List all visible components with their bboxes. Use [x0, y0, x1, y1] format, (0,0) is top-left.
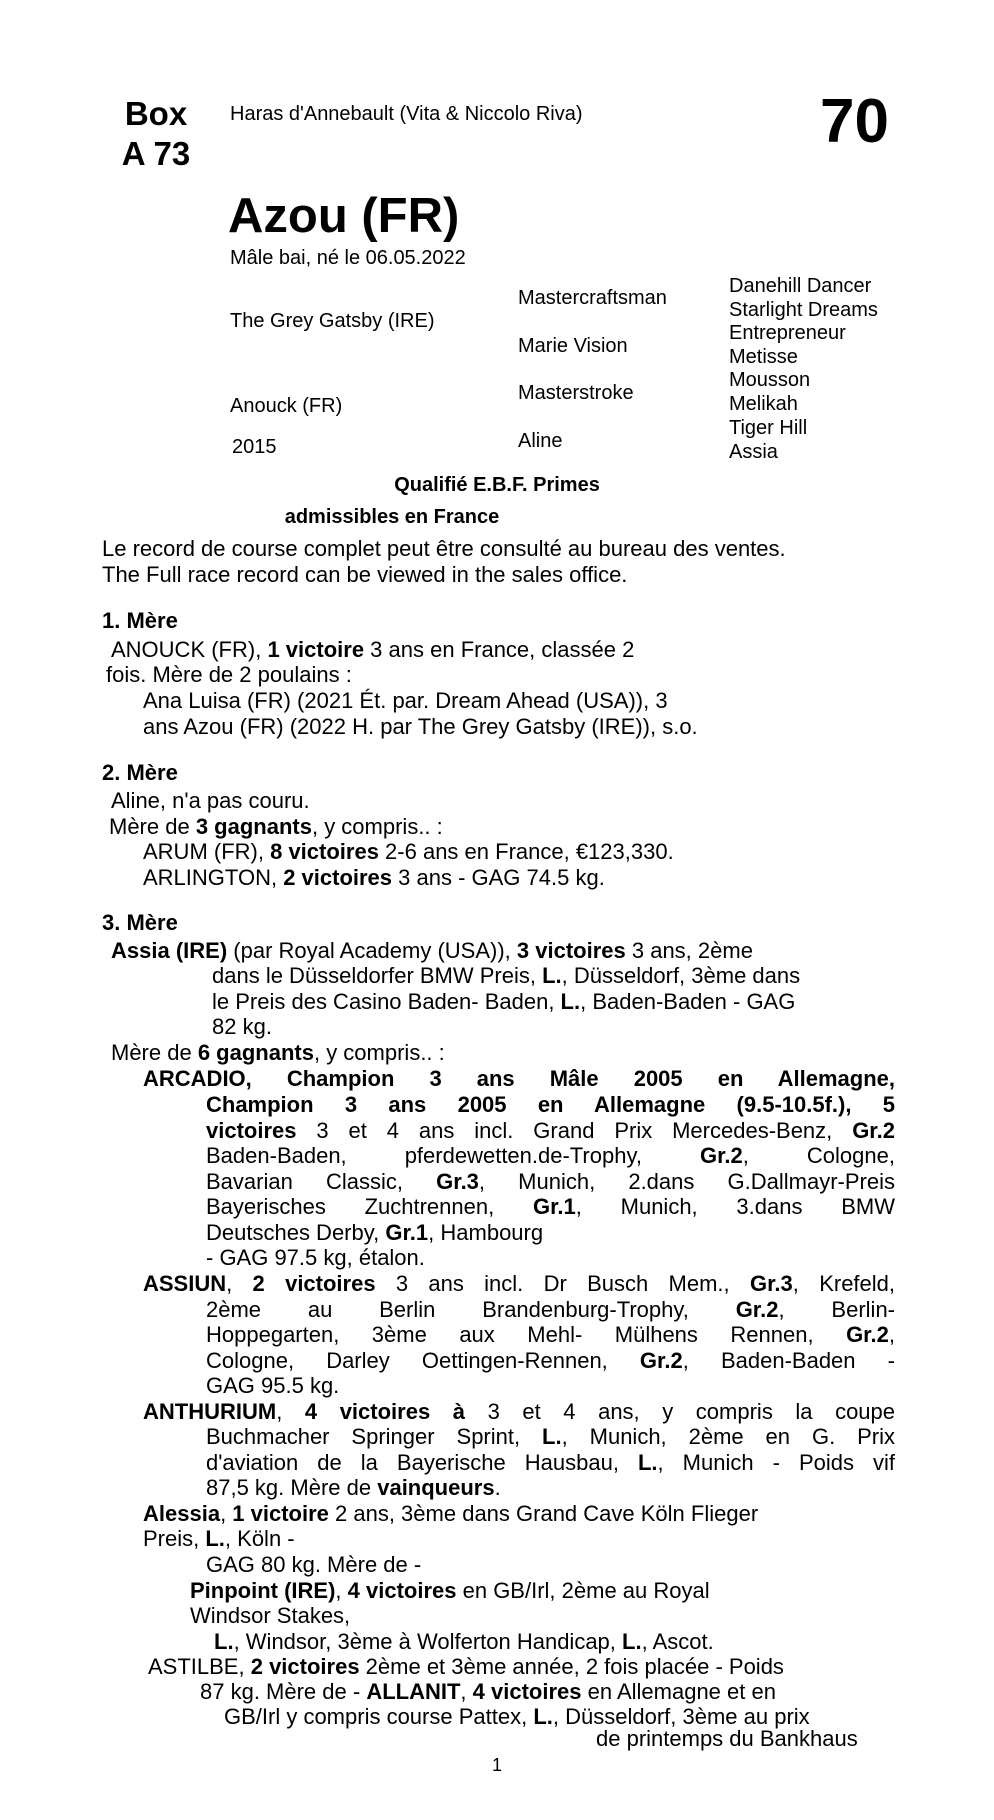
pedigree-gen3: Assia: [729, 441, 778, 463]
qualification-line-1: Qualifié E.B.F. Primes: [394, 474, 600, 496]
text-line: GB/Irl y compris course Pattex, L., Düsseldorf, 3ème au prix: [224, 1704, 810, 1729]
intro-fr: Le record de course complet peut être consulté au bureau des ventes.: [102, 536, 786, 561]
horse-description: Mâle bai, né le 06.05.2022: [230, 247, 466, 269]
text-line: de printemps du Bankhaus: [596, 1726, 858, 1751]
pedigree-dam-year: 2015: [232, 436, 277, 458]
text-line: Mère de 6 gagnants, y compris.. :: [111, 1040, 445, 1065]
section-title: 1. Mère: [102, 608, 178, 633]
pedigree-gen3: Tiger Hill: [729, 417, 808, 439]
pedigree-sire-sire: Mastercraftsman: [518, 287, 667, 309]
text-line: ANTHURIUM, 4 victoires à 3 et 4 ans, y compris la coupe: [143, 1399, 896, 1424]
section-title: 3. Mère: [102, 910, 178, 935]
text-line: Assia (IRE) (par Royal Academy (USA)), 3 victoires 3 ans, 2ème: [111, 938, 753, 963]
pedigree-gen3: Starlight Dreams: [729, 299, 878, 321]
text-line: - GAG 97.5 kg, étalon.: [206, 1245, 425, 1270]
page-number: 1: [491, 1755, 502, 1775]
text-line: Ana Luisa (FR) (2021 Ét. par. Dream Ahead (USA)), 3: [143, 688, 668, 713]
pedigree-dam-sire: Masterstroke: [518, 382, 634, 404]
text-line: Cologne, Darley Oettingen-Rennen, Gr.2, Baden-Baden -: [206, 1348, 895, 1373]
text-line: ANOUCK (FR), 1 victoire 3 ans en France, classée 2: [111, 637, 635, 662]
text-line: GAG 80 kg. Mère de -: [206, 1552, 422, 1577]
section-title: 2. Mère: [102, 760, 178, 785]
pedigree-gen3: Danehill Dancer: [729, 275, 872, 297]
lot-number: 70: [820, 87, 889, 156]
text-line: Champion 3 ans 2005 en Allemagne (9.5-10.5f.), 5: [206, 1092, 895, 1117]
text-line: Pinpoint (IRE), 4 victoires en GB/Irl, 2ème au Royal: [190, 1578, 710, 1603]
text-line: d'aviation de la Bayerische Hausbau, L., Munich - Poids vif: [206, 1450, 895, 1475]
text-line: dans le Düsseldorfer BMW Preis, L., Düsseldorf, 3ème dans: [212, 963, 801, 988]
text-line: Mère de 3 gagnants, y compris.. :: [109, 814, 443, 839]
horse-name: Azou (FR): [228, 189, 460, 243]
text-line: 87,5 kg. Mère de vainqueurs.: [206, 1475, 501, 1500]
pedigree-sire-dam: Marie Vision: [518, 335, 628, 357]
box-word: Box: [124, 95, 188, 132]
text-line: Windsor Stakes,: [190, 1603, 351, 1628]
text-line: 87 kg. Mère de - ALLANIT, 4 victoires en Allemagne et en: [200, 1679, 776, 1704]
text-line: Hoppegarten, 3ème aux Mehl- Mülhens Rennen, Gr.2,: [206, 1322, 895, 1347]
text-line: ASTILBE, 2 victoires 2ème et 3ème année, 2 fois placée - Poids: [148, 1654, 784, 1679]
text-line: 2ème au Berlin Brandenburg-Trophy, Gr.2, Berlin-: [206, 1297, 895, 1322]
box-label: [100, 94, 212, 174]
intro-en: The Full race record can be viewed in the sales office.: [102, 562, 628, 587]
pedigree-dam-dam: Aline: [518, 430, 563, 452]
text-line: Bavarian Classic, Gr.3, Munich, 2.dans G.Dallmayr-Preis: [206, 1169, 895, 1194]
text-line: Baden-Baden, pferdewetten.de-Trophy, Gr.2, Cologne,: [206, 1143, 895, 1168]
pedigree-dam: Anouck (FR): [230, 395, 343, 417]
text-line: GAG 95.5 kg.: [206, 1373, 340, 1398]
box-number: A 73: [121, 135, 191, 172]
text-line: ans Azou (FR) (2022 H. par The Grey Gatsby (IRE)), s.o.: [143, 714, 698, 739]
text-line: ARLINGTON, 2 victoires 3 ans - GAG 74.5 kg.: [143, 865, 605, 890]
pedigree-gen3: Mousson: [729, 369, 811, 391]
text-line: 82 kg.: [212, 1014, 272, 1039]
text-line: Bayerisches Zuchtrennen, Gr.1, Munich, 3.dans BMW: [206, 1194, 895, 1219]
text-line: Deutsches Derby, Gr.1, Hambourg: [206, 1220, 544, 1245]
pedigree-gen3: Entrepreneur: [729, 322, 846, 344]
text-line: Alessia, 1 victoire 2 ans, 3ème dans Grand Cave Köln Flieger: [143, 1501, 759, 1526]
text-line: Buchmacher Springer Sprint, L., Munich, 2ème en G. Prix: [206, 1424, 895, 1449]
text-line: Aline, n'a pas couru.: [111, 788, 310, 813]
text-line: L., Windsor, 3ème à Wolferton Handicap, L., Ascot.: [214, 1629, 714, 1654]
pedigree-gen3: Melikah: [729, 393, 798, 415]
text-line: victoires 3 et 4 ans incl. Grand Prix Mercedes-Benz, Gr.2: [206, 1118, 895, 1143]
text-line: fois. Mère de 2 poulains :: [106, 662, 352, 687]
pedigree-sire: The Grey Gatsby (IRE): [230, 310, 435, 332]
text-line: Preis, L., Köln -: [143, 1526, 295, 1551]
text-line: ARCADIO, Champion 3 ans Mâle 2005 en Allemagne,: [143, 1066, 895, 1091]
pedigree-gen3: Metisse: [729, 346, 798, 368]
text-line: ASSIUN, 2 victoires 3 ans incl. Dr Busch Mem., Gr.3, Krefeld,: [143, 1271, 896, 1296]
qualification-line-2: admissibles en France: [284, 506, 500, 528]
owner: Haras d'Annebault (Vita & Niccolo Riva): [230, 103, 583, 125]
text-line: ARUM (FR), 8 victoires 2-6 ans en France, €123,330.: [143, 839, 674, 864]
text-line: le Preis des Casino Baden- Baden, L., Baden-Baden - GAG: [212, 989, 796, 1014]
